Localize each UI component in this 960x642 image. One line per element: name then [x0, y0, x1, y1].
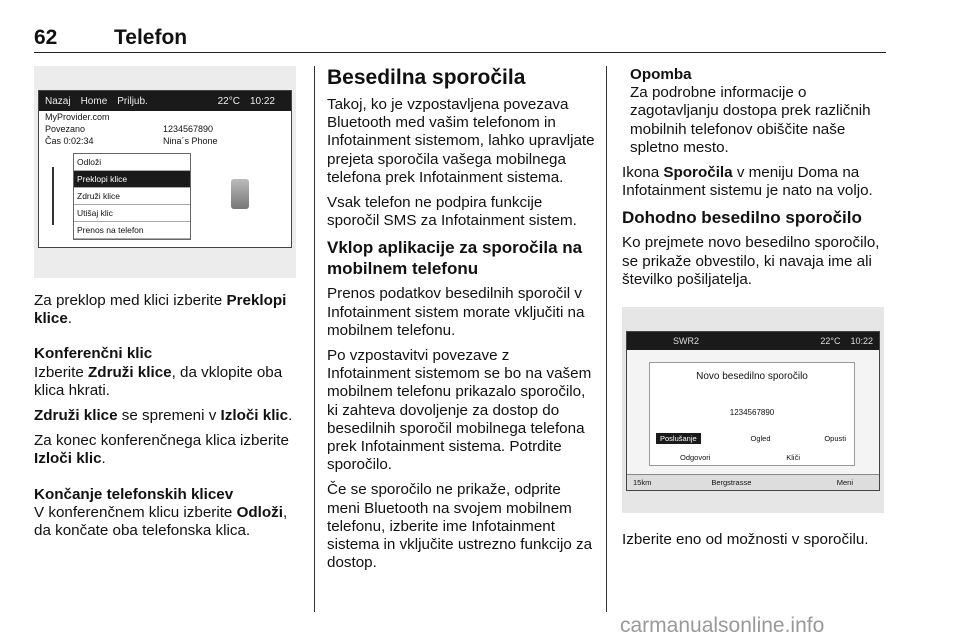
scrollbar[interactable]: [49, 157, 57, 239]
new-message-dialog: [649, 362, 855, 466]
heading-incoming: Dohodno besedilno sporočilo: [622, 208, 862, 228]
call-button[interactable]: Kliči: [786, 453, 800, 463]
status-connected: Povezano: [45, 124, 86, 134]
distance: 15km: [633, 478, 652, 488]
para-merge-changes: Združi klice se spremeni v Izloči klic.: [34, 407, 293, 425]
menu-button[interactable]: Meni: [836, 478, 853, 488]
column-3: [622, 66, 890, 556]
column-1: [34, 66, 296, 547]
dismiss-button[interactable]: Opusti: [824, 434, 846, 444]
phone-icon: [231, 179, 249, 209]
note-title: Opomba: [630, 66, 692, 83]
clock: 10:22: [249, 95, 275, 107]
clock: 10:22: [850, 336, 873, 347]
heading-conference: Konferenčni klic: [34, 345, 153, 363]
provider-name: MyProvider.com: [45, 112, 110, 122]
caption-select-option: Izberite eno od možnosti v sporočilu.: [622, 531, 869, 549]
sender-number: 1234567890: [729, 408, 775, 418]
para-intro: Takoj, ko je vzpostavljena povezava Bluetooth med vašim telefonom in Infotainment sistemom, lahko upravljate prejeta sporočila vašega mobilnega telefona prek Infotainment sistema.: [327, 96, 595, 186]
call-menu-screenshot: [34, 66, 296, 278]
reply-button[interactable]: Odgovori: [680, 453, 711, 463]
para-sms-support: Vsak telefon ne podpira funkcije sporočil SMS za Infotainment sistem.: [327, 194, 577, 230]
heading-text-messages: Besedilna sporočila: [327, 66, 526, 89]
section-title: Telefon: [114, 26, 188, 49]
menu-item-transfer-to-phone[interactable]: Prenos na telefon: [74, 222, 190, 239]
para-incoming: Ko prejmete novo besedilno sporočilo, se prikaže obvestilo, ki navaja ime ali številko pošiljatelja.: [622, 234, 880, 288]
column-divider: [314, 66, 315, 612]
temperature: 22°C: [820, 336, 841, 347]
page-header: [34, 26, 886, 52]
para-end-conference: Za konec konferenčnega klica izberite Izloči klic.: [34, 432, 289, 468]
temperature: 22°C: [217, 95, 240, 107]
para-end-calls: V konferenčnem klicu izberite Odloži, da končate oba telefonska klica.: [34, 503, 288, 540]
heading-enable-app: Vklop aplikacije za sporočila na mobilnem telefonu: [327, 238, 583, 279]
column-2: [327, 66, 595, 579]
menu-item-switch-calls[interactable]: Preklopi klice: [74, 171, 190, 188]
para-conference: Izberite Združi klice, da vklopite oba klica hkrati.: [34, 363, 283, 399]
call-time: Čas 0:02:34: [45, 136, 94, 146]
caller-number: 1234567890: [163, 124, 214, 134]
street-name: Bergstrasse: [711, 478, 752, 488]
menu-item-merge-calls[interactable]: Združi klice: [74, 188, 190, 205]
para-no-message: Če se sporočilo ne prikaže, odprite meni Bluetooth na svojem mobilnem telefonu, izberite ime Infotainment sistema in vključite ustrezno funkcijo za dostop.: [327, 481, 593, 572]
listen-button[interactable]: Poslušanje: [656, 433, 701, 444]
dialog-title: Novo besedilno sporočilo: [696, 371, 808, 383]
heading-end-calls: Končanje telefonskih klicev: [34, 485, 234, 503]
page-number: 62: [34, 26, 58, 49]
para-permission: Po vzpostavitvi povezave z Infotainment sistemom se bo na vašem mobilnem telefonu prikazalo sporočilo, ki zahteva dovoljenje za dostop do besedilnih sporočil mobilnega telefona prek Infotainment sistema. Potrdite sporočilo.: [327, 347, 592, 474]
home-button[interactable]: Home: [80, 95, 108, 107]
menu-item-mute-call[interactable]: Utišaj klic: [74, 205, 190, 222]
header-rule: [34, 52, 886, 53]
para-icon: Ikona Sporočila v meniju Doma na Infotainment sistemu je nato na voljo.: [622, 164, 873, 200]
back-button[interactable]: Nazaj: [45, 95, 71, 107]
caption-switch: Za preklop med klici izberite Preklopi klice.: [34, 292, 287, 328]
column-divider: [606, 66, 607, 612]
para-transfer: Prenos podatkov besedilnih sporočil v Infotainment sistem morate vključiti na mobilnem telefonu.: [327, 285, 585, 339]
station-name: SWR2: [673, 336, 700, 347]
phone-name: Nina´s Phone: [163, 136, 218, 146]
call-menu: [73, 153, 191, 240]
new-message-screenshot: [622, 307, 884, 513]
note-body: Za podrobne informacije o zagotavljanju dostopa prek različnih mobilnih telefonov obiščite naše spletno mesto.: [630, 84, 871, 156]
view-button[interactable]: Ogled: [750, 434, 771, 444]
menu-item-hang-up[interactable]: Odloži: [74, 154, 190, 171]
watermark: carmanualsonline.info: [620, 614, 825, 637]
favorites-button[interactable]: Priljub.: [117, 95, 148, 107]
